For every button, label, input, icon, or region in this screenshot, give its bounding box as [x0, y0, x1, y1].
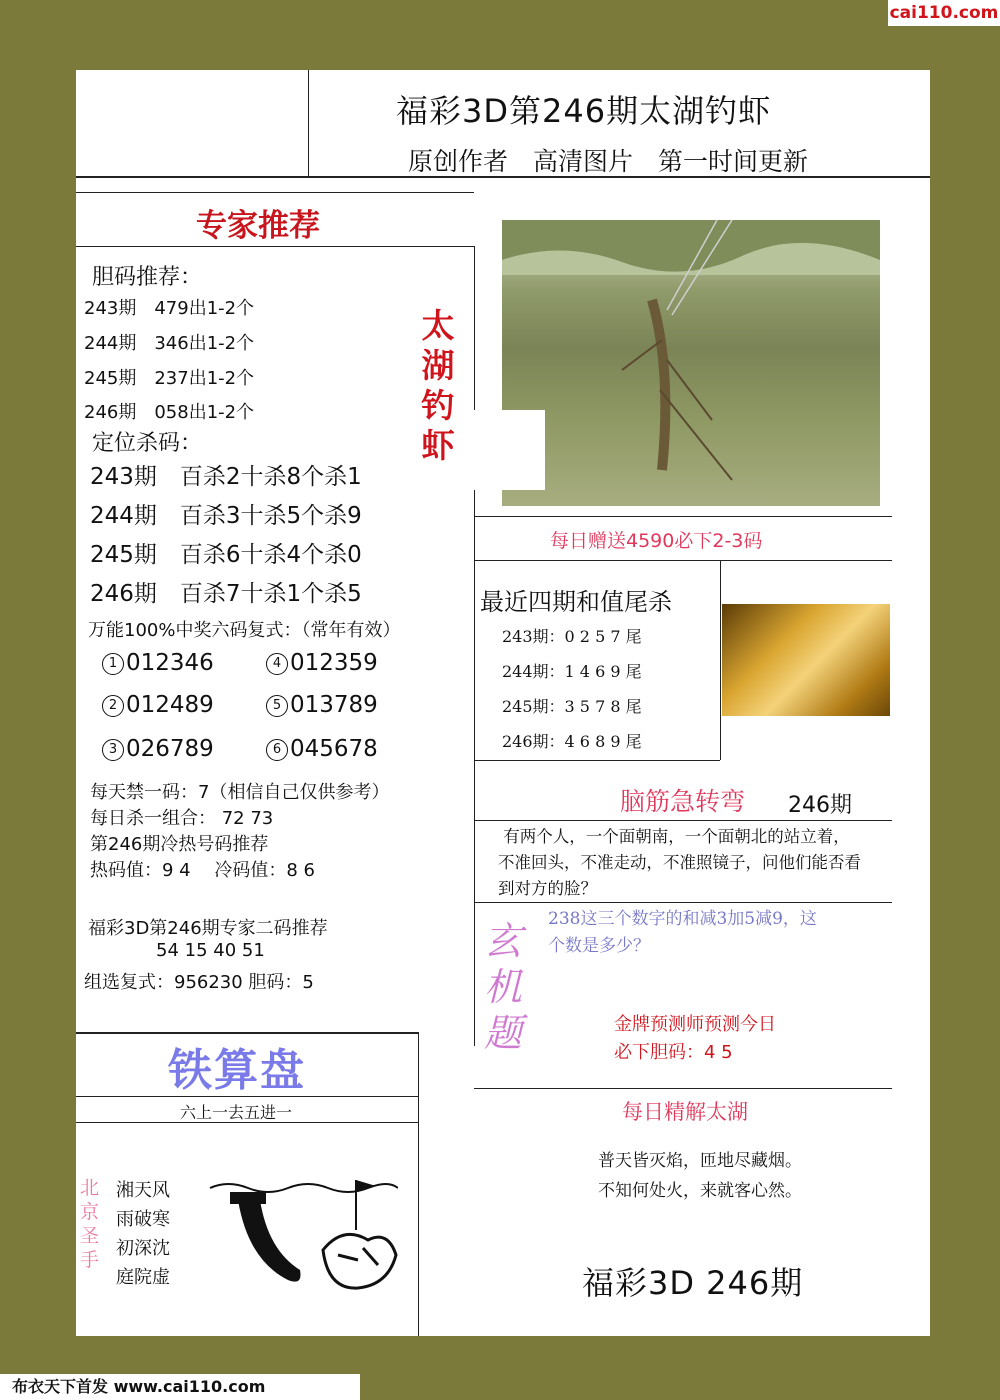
footer-title: 福彩3D 246期 [582, 1264, 804, 1302]
riddle-line: 到对方的脸？ [498, 879, 597, 898]
poem-lines [116, 1176, 170, 1292]
gift-bottom-rule [474, 560, 892, 561]
puzzle-side-char: 题 [484, 1011, 523, 1055]
header-title: 福彩3D第246期太湖钓虾 [396, 92, 772, 130]
poem-line: 庭院虚 [116, 1267, 170, 1288]
puzzle-side-char: 玄 [484, 919, 523, 963]
hotcold-values: 热码值：9 4 冷码值：8 6 [90, 860, 315, 881]
hotcold-title: 第246期冷热号码推荐 [90, 834, 269, 855]
prediction-title: 金牌预测师预测今日 [614, 1014, 776, 1035]
expert-top-rule [76, 192, 474, 193]
six-code [102, 736, 214, 762]
dan-row: 246期 058出1-2个 [84, 402, 255, 423]
abacus-bottom-rule [76, 1122, 418, 1123]
six-code-value: 012489 [126, 692, 214, 718]
kill-group: 每日杀一组合： 72 73 [90, 808, 274, 829]
riddle-issue: 246期 [788, 793, 852, 818]
poem-vertical [80, 1176, 102, 1272]
tail-bottom-rule [474, 760, 720, 761]
solve-title: 每日精解太湖 [622, 1100, 748, 1124]
circled-number: 1 [102, 653, 124, 675]
gift-top-rule [474, 516, 892, 517]
ban-code: 每天禁一码：7（相信自己仅供参考） [90, 782, 390, 803]
group-codes: 组选复式：956230 胆码：5 [84, 972, 314, 993]
kill-row: 245期 百杀6十杀4个杀0 [90, 542, 362, 568]
tail-row: 245期：3 5 7 8 尾 [502, 697, 642, 716]
poem-line: 雨破寒 [116, 1209, 170, 1230]
six-code [266, 736, 378, 762]
puzzle-line: 个数是多少？ [548, 936, 650, 956]
tail-row: 246期：4 6 8 9 尾 [502, 732, 642, 751]
poem-vertical-char: 北 [80, 1177, 100, 1199]
six-code-value: 026789 [126, 736, 214, 762]
poem-vertical-char: 圣 [80, 1225, 100, 1247]
side-title-char: 虾 [421, 426, 455, 465]
daily-gift: 每日赠送4590必下2-3码 [550, 530, 763, 552]
shrimp-photo [502, 220, 880, 506]
abacus-mid-rule [76, 1096, 418, 1097]
circled-number: 2 [102, 695, 124, 717]
tail-title: 最近四期和值尾杀 [480, 588, 672, 616]
six-code-value: 012346 [126, 650, 214, 676]
drawing-image [208, 1170, 398, 1300]
side-title-char: 湖 [421, 346, 455, 385]
six-code-value: 013789 [290, 692, 378, 718]
circled-number: 6 [266, 739, 288, 761]
circled-number: 5 [266, 695, 288, 717]
solve-line: 普天皆灭焰，匝地尽藏烟。 [598, 1151, 802, 1171]
riddle-title: 脑筋急转弯 [620, 787, 746, 816]
white-patch [471, 410, 545, 490]
dan-title: 胆码推荐： [92, 265, 203, 290]
dan-row: 244期 346出1-2个 [84, 333, 255, 354]
expert-right-rule [474, 246, 475, 1046]
poster-sheet [76, 70, 930, 1336]
puzzle-side [484, 918, 530, 1056]
expert-heading: 专家推荐 [196, 208, 320, 244]
two-codes: 54 15 40 51 [156, 940, 265, 961]
side-title-char: 太 [421, 306, 455, 345]
side-title [416, 306, 460, 466]
kill-row: 246期 百杀7十杀1个杀5 [90, 581, 362, 607]
kill-title: 定位杀码： [92, 431, 203, 456]
dan-row: 245期 237出1-2个 [84, 368, 255, 389]
circled-number: 3 [102, 739, 124, 761]
tail-right-rule [720, 560, 721, 760]
six-code-value: 012359 [290, 650, 378, 676]
side-title-char: 钓 [421, 386, 455, 425]
abacus-title: 铁算盘 [168, 1045, 306, 1096]
abacus-line: 六上一去五进一 [180, 1103, 293, 1122]
solve-line: 不知何处火，来就客心然。 [598, 1181, 802, 1201]
solve-lines [598, 1146, 802, 1206]
six-code [102, 650, 214, 676]
poem-line: 湘天风 [116, 1180, 170, 1201]
dan-row: 243期 479出1-2个 [84, 298, 255, 319]
puzzle-top-rule [474, 902, 892, 903]
six-code [266, 692, 378, 718]
puzzle-text [548, 906, 817, 960]
poem-vertical-char: 手 [80, 1249, 100, 1271]
solve-top-rule [474, 1088, 892, 1089]
poem-vertical-char: 京 [80, 1201, 100, 1223]
two-title: 福彩3D第246期专家二码推荐 [88, 918, 328, 939]
kill-row: 244期 百杀3十杀5个杀9 [90, 503, 362, 529]
six-title: 万能100%中奖六码复式：（常年有效） [88, 620, 401, 641]
six-code-value: 045678 [290, 736, 378, 762]
kill-row: 243期 百杀2十杀8个杀1 [90, 464, 362, 490]
abacus-right-rule [418, 1032, 419, 1336]
riddle-rule [474, 820, 892, 821]
bottom-strip[interactable]: 布衣天下首发 www.cai110.com [0, 1374, 360, 1400]
header-divider [308, 70, 309, 176]
tail-row: 243期：0 2 5 7 尾 [502, 627, 642, 646]
circled-number: 4 [266, 653, 288, 675]
riddle-line: 有两个人，一个面朝南，一个面朝北的站立着， [498, 827, 850, 846]
six-code [266, 650, 378, 676]
poem-line: 初深沈 [116, 1238, 170, 1259]
puzzle-line: 238这三个数字的和减3加5减9，这 [548, 909, 817, 929]
riddle-text [498, 824, 861, 902]
gold-photo [722, 604, 890, 716]
site-badge[interactable]: cai110.com [888, 0, 1000, 26]
header-subtitle: 原创作者 高清图片 第一时间更新 [408, 147, 809, 176]
puzzle-side-char: 机 [484, 965, 523, 1009]
prediction-codes: 必下胆码：4 5 [614, 1042, 733, 1063]
six-code [102, 692, 214, 718]
expert-heading-rule [76, 246, 474, 247]
riddle-line: 不准回头，不准走动，不准照镜子，问他们能否看 [498, 853, 861, 872]
tail-row: 244期：1 4 6 9 尾 [502, 662, 642, 681]
